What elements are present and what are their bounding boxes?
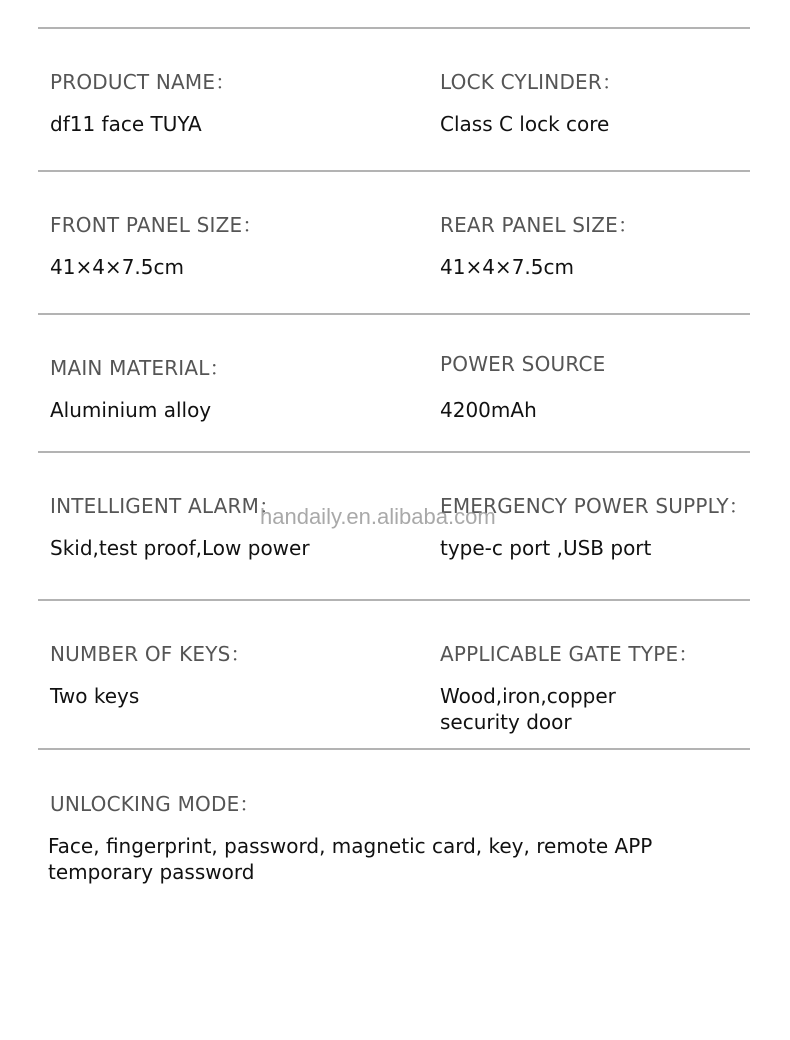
spec-label-number-of-keys: NUMBER OF KEYS： [50, 642, 251, 666]
spec-value-product-name: df11 face TUYA [50, 112, 202, 136]
spec-label-main-material: MAIN MATERIAL： [50, 356, 230, 380]
spec-label-lock-cylinder: LOCK CYLINDER： [440, 70, 623, 94]
spec-label-rear-panel-size: REAR PANEL SIZE： [440, 213, 639, 237]
spec-label-product-name: PRODUCT NAME： [50, 70, 236, 94]
divider [38, 170, 750, 172]
divider [38, 313, 750, 315]
spec-value-power-source: 4200mAh [440, 398, 537, 422]
divider [38, 27, 750, 29]
spec-value-main-material: Aluminium alloy [50, 398, 212, 422]
spec-value-applicable-gate-type-line1: Wood,iron,copper [440, 684, 616, 708]
spec-value-unlocking-mode-line1: Face, fingerprint, password, magnetic card, key, remote APP [48, 834, 653, 858]
spec-value-lock-cylinder: Class C lock core [440, 112, 610, 136]
spec-value-intelligent-alarm: Skid,test proof,Low power [50, 536, 310, 560]
spec-value-applicable-gate-type-line2: security door [440, 710, 572, 734]
divider [38, 451, 750, 453]
spec-label-front-panel-size: FRONT PANEL SIZE： [50, 213, 263, 237]
spec-label-intelligent-alarm: INTELLIGENT ALARM： [50, 494, 280, 518]
spec-label-power-source: POWER SOURCE [440, 352, 606, 376]
spec-value-number-of-keys: Two keys [50, 684, 140, 708]
spec-label-applicable-gate-type: APPLICABLE GATE TYPE： [440, 642, 699, 666]
watermark: handaily.en.alibaba.com [260, 504, 496, 529]
spec-label-unlocking-mode: UNLOCKING MODE： [50, 792, 260, 816]
spec-value-unlocking-mode-line2: temporary password [48, 860, 255, 884]
divider [38, 599, 750, 601]
spec-label-emergency-power-supply: EMERGENCY POWER SUPPLY： [440, 494, 749, 518]
spec-value-rear-panel-size: 41×4×7.5cm [440, 255, 574, 279]
spec-value-emergency-power-supply: type-c port ,USB port [440, 536, 652, 560]
divider [38, 748, 750, 750]
spec-value-front-panel-size: 41×4×7.5cm [50, 255, 184, 279]
